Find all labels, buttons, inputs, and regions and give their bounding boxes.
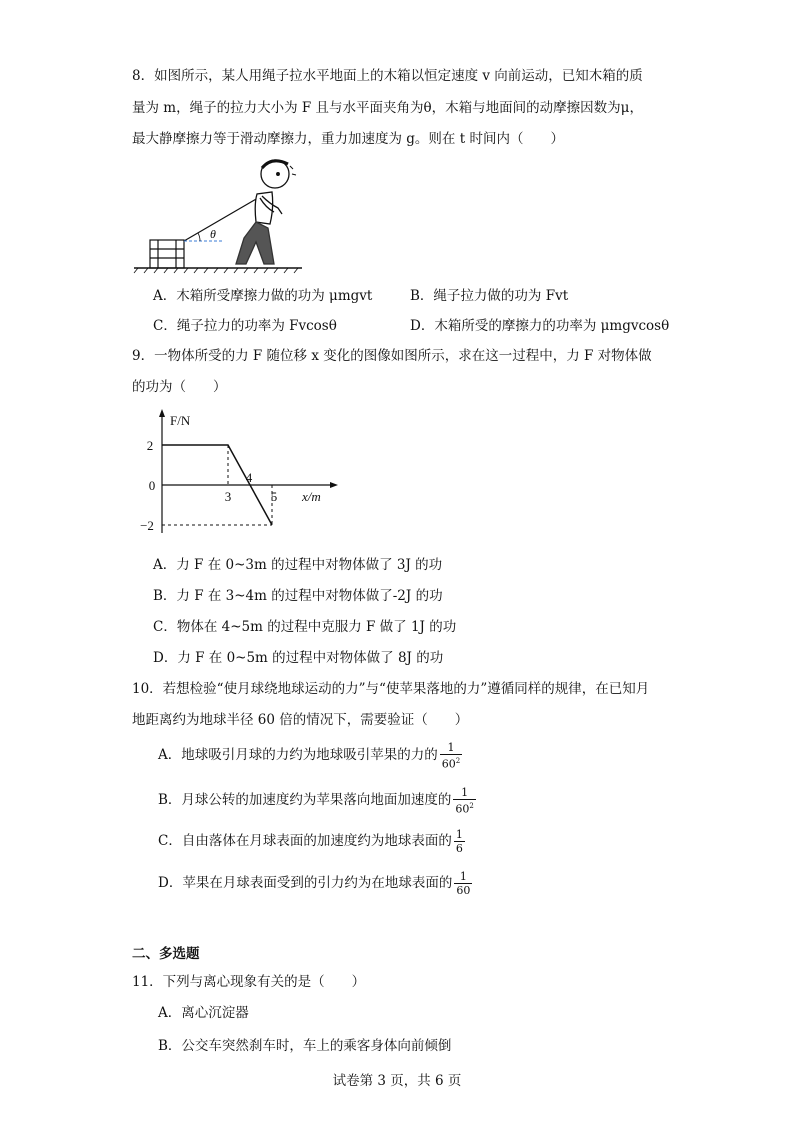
- q8-figure: [132, 152, 307, 274]
- q10-option-d: [158, 866, 472, 900]
- fraction-numerator: 1: [453, 786, 475, 800]
- fraction-exponent: 2: [455, 756, 461, 765]
- q9-stem-line2: 的功为（ ）: [132, 379, 227, 395]
- q10-option-b: [158, 783, 476, 817]
- fraction-numerator: 1: [455, 828, 463, 841]
- x-tick-3: 3: [224, 489, 232, 504]
- q11-stem: 11．下列与离心现象有关的是（ ）: [132, 974, 366, 990]
- q10-stem-line2: 地距离约为地球半径 60 倍的情况下，需要验证（ ）: [132, 712, 469, 728]
- fraction-exponent: 2: [469, 801, 474, 810]
- q10-stem-line1: 10．若想检验“使月球绕地球运动的力”与“使苹果落地的力”遵循同样的规律，在已知月: [132, 681, 650, 697]
- q9-option-a: A．力 F 在 0~3m 的过程中对物体做了 3J 的功: [153, 557, 443, 573]
- q9-stem-line1: 9．一物体所受的力 F 随位移 x 变化的图像如图所示，求在这一过程中，力 F 对物体做: [132, 348, 652, 364]
- q10-option-b-fraction: [453, 786, 475, 816]
- q8-stem-line1: 8．如图所示，某人用绳子拉水平地面上的木箱以恒定速度 v 向前运动，已知木箱的质: [132, 68, 643, 84]
- x-axis-label: x/m: [302, 489, 321, 504]
- person-pulling-icon: [236, 160, 296, 264]
- y-axis-arrow: [159, 409, 165, 417]
- q8-stem-line2: 量为 m，绳子的拉力大小为 F 且与水平面夹角为θ，木箱与地面间的动摩擦因数为μ，: [132, 100, 643, 116]
- fraction-base: 60: [455, 802, 470, 816]
- q10-option-d-text: D．苹果在月球表面受到的引力约为在地球表面的: [158, 875, 453, 891]
- q9-option-d: D．力 F 在 0~5m 的过程中对物体做了 8J 的功: [153, 650, 444, 666]
- q10-option-c: [158, 824, 465, 858]
- q8-stem-line3: 最大静摩擦力等于滑动摩擦力，重力加速度为 g。则在 t 时间内（ ）: [132, 131, 564, 147]
- fraction-denominator: 60: [456, 884, 471, 897]
- q11-option-b: B．公交车突然刹车时，车上的乘客身体向前倾倒: [158, 1038, 452, 1054]
- q10-option-c-text: C．自由落体在月球表面的加速度约为地球表面的: [158, 833, 452, 849]
- y-tick-minus2: −2: [140, 518, 154, 533]
- page-footer: 试卷第 3 页，共 6 页: [332, 1073, 462, 1089]
- fraction-denominator: [440, 755, 462, 771]
- q10-option-a-text: A．地球吸引月球的力约为地球吸引苹果的力的: [158, 747, 438, 763]
- section-heading-multiple-choice: 二、多选题: [132, 946, 200, 962]
- q10-option-a-fraction: [440, 741, 462, 771]
- q10-option-a: [158, 738, 462, 772]
- q9-option-c: C．物体在 4~5m 的过程中克服力 F 做了 1J 的功: [153, 619, 457, 635]
- crate-icon: [150, 240, 184, 268]
- q9-option-b: B．力 F 在 3~4m 的过程中对物体做了-2J 的功: [153, 588, 443, 604]
- fraction-numerator: 1: [440, 741, 462, 755]
- x-tick-5: 5: [270, 489, 278, 504]
- q8-option-c: C．绳子拉力的功率为 Fvcosθ: [153, 318, 337, 334]
- fraction-denominator: 6: [455, 842, 463, 855]
- q8-option-d: D．木箱所受的摩擦力的功率为 μmgvcosθ: [410, 318, 670, 334]
- q10-option-b-text: B．月球公转的加速度约为苹果落向地面加速度的: [158, 792, 452, 808]
- x-tick-4: 4: [245, 470, 253, 485]
- q10-option-d-fraction: [454, 870, 472, 897]
- theta-label: θ: [210, 227, 216, 241]
- fraction-numerator: 1: [454, 870, 472, 884]
- fraction-base: 60: [441, 757, 456, 771]
- q9-force-graph: [138, 405, 343, 540]
- fraction-denominator: [453, 800, 475, 816]
- q10-option-c-fraction: [454, 828, 465, 855]
- x-axis-arrow: [330, 482, 338, 488]
- y-axis-label: F/N: [170, 413, 191, 428]
- q11-option-a: A．离心沉淀器: [158, 1005, 249, 1021]
- q8-option-a: A．木箱所受摩擦力做的功为 μmgvt: [153, 288, 373, 304]
- q8-option-b: B．绳子拉力做的功为 Fvt: [410, 288, 569, 304]
- y-tick-0: 0: [148, 478, 156, 493]
- y-tick-2: 2: [146, 438, 154, 453]
